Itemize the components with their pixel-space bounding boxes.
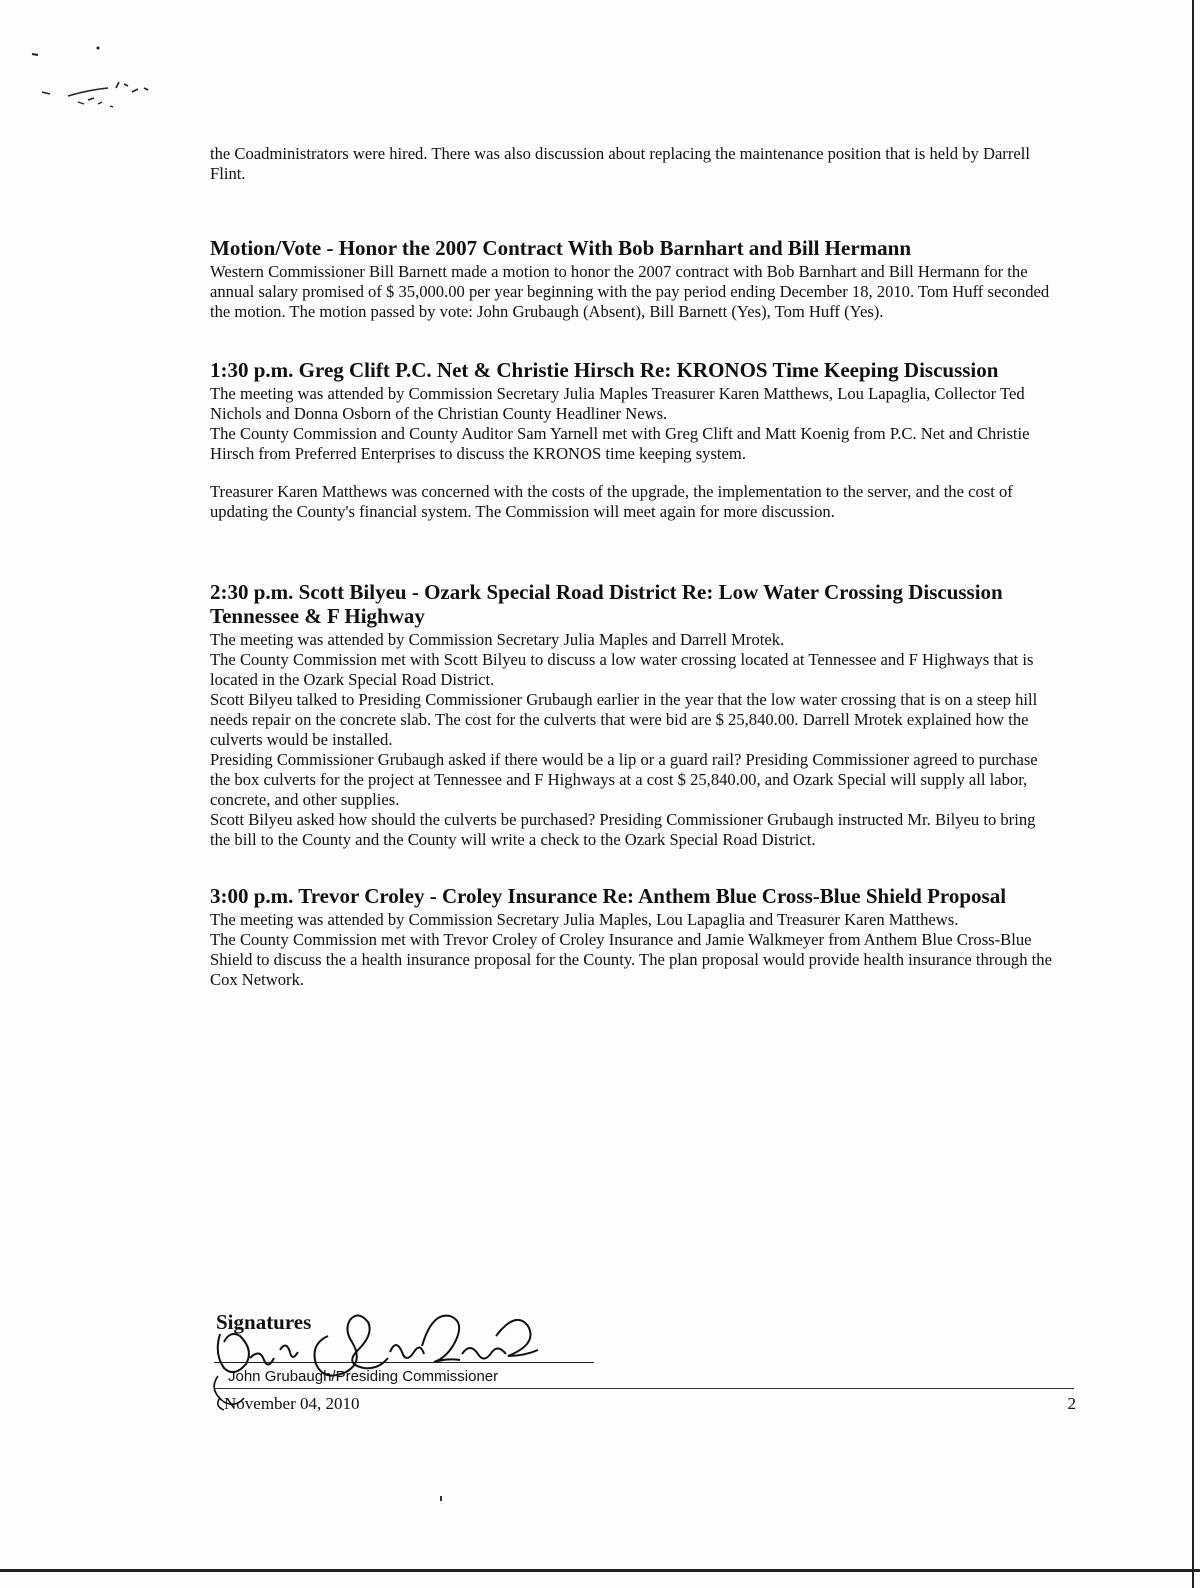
page-number: 2 (1067, 1394, 1076, 1413)
section-motion-vote (210, 236, 1055, 322)
section-heading: 2:30 p.m. Scott Bilyeu - Ozark Special Road District Re: Low Water Crossing Discussion Tennessee & F Highway (210, 580, 1003, 628)
section-paragraph: The County Commission met with Trevor Croley of Croley Insurance and Jamie Walkmeyer from Anthem Blue Cross-Blue Shield to discuss the a health insurance proposal for the County. The plan proposal would provide health insurance through the Cox Network. (210, 930, 1052, 989)
signer-name-title: John Grubaugh/Presiding Commissioner (228, 1368, 499, 1385)
signatures-heading: Signatures (216, 1310, 312, 1334)
section-paragraph: Western Commissioner Bill Barnett made a motion to honor the 2007 contract with Bob Barnhart and Bill Hermann for the annual salary promised of $ 35,000.00 per year beginning with the pay period ending December 18, 2010. Tom Huff seconded the motion. The motion passed by vote: John Grubaugh (Absent), Bill Barnett (Yes), Tom Huff (Yes). (210, 262, 1050, 321)
section-paragraph: The meeting was attended by Commission Secretary Julia Maples, Lou Lapaglia and Treasurer Karen Matthews. (210, 910, 959, 929)
signature-date: November 04, 2010 (224, 1394, 360, 1413)
scan-edge-bottom (0, 1569, 1200, 1572)
intro-paragraph: the Coadministrators were hired. There was also discussion about replacing the maintenance position that is held by Darrell Flint. (210, 144, 1030, 183)
section-paragraph: Presiding Commissioner Grubaugh asked if there would be a lip or a guard rail? Presiding Commissioner agreed to purchase the box culverts for the project at Tennessee and F Highways at a cost $ 25,840.00, and Ozark Special will supply all labor, concrete, and other supplies. (210, 750, 1038, 809)
section-paragraph: The meeting was attended by Commission Secretary Julia Maples Treasurer Karen Matthews, Lou Lapaglia, Collector Ted Nichols and Donna Osborn of the Christian County Headliner News. (210, 384, 1025, 423)
signature-block (210, 1306, 1080, 1426)
section-heading: Motion/Vote - Honor the 2007 Contract With Bob Barnhart and Bill Hermann (210, 236, 912, 260)
section-paragraph: Scott Bilyeu talked to Presiding Commissioner Grubaugh earlier in the year that the low water crossing that is on a steep hill needs repair on the concrete slab. The cost for the culverts that were bid are $ 25,840.00. Darrell Mrotek explained how the culverts would be installed. (210, 690, 1038, 749)
section-low-water-crossing (210, 580, 1055, 850)
handwritten-signature (210, 1306, 570, 1416)
section-paragraph: The meeting was attended by Commission Secretary Julia Maples and Darrell Mrotek. (210, 630, 785, 649)
minutes-body (210, 144, 1055, 990)
section-insurance-proposal (210, 884, 1055, 990)
section-heading: 3:00 p.m. Trevor Croley - Croley Insurance Re: Anthem Blue Cross-Blue Shield Proposal (210, 884, 1007, 908)
section-kronos (210, 358, 1055, 522)
section-paragraph: The County Commission met with Scott Bilyeu to discuss a low water crossing located at Tennessee and F Highways that is located in the Ozark Special Road District. (210, 650, 1034, 689)
section-heading: 1:30 p.m. Greg Clift P.C. Net & Christie Hirsch Re: KRONOS Time Keeping Discussion (210, 358, 999, 382)
scan-edge-right (1192, 0, 1194, 1588)
scan-specks (28, 40, 158, 120)
section-paragraph: The County Commission and County Auditor Sam Yarnell met with Greg Clift and Matt Koenig from P.C. Net and Christie Hirsch from Preferred Enterprises to discuss the KRONOS time keeping system. (210, 424, 1030, 463)
section-paragraph: Scott Bilyeu asked how should the culverts be purchased? Presiding Commissioner Grubaugh instructed Mr. Bilyeu to bring the bill to the County and the County will write a check to the Ozark Special Road District. (210, 810, 1036, 849)
section-paragraph: Treasurer Karen Matthews was concerned with the costs of the upgrade, the implementation to the server, and the cost of updating the County's financial system. The Commission will meet again for more discussion. (210, 482, 1013, 521)
scan-dot (440, 1496, 442, 1501)
